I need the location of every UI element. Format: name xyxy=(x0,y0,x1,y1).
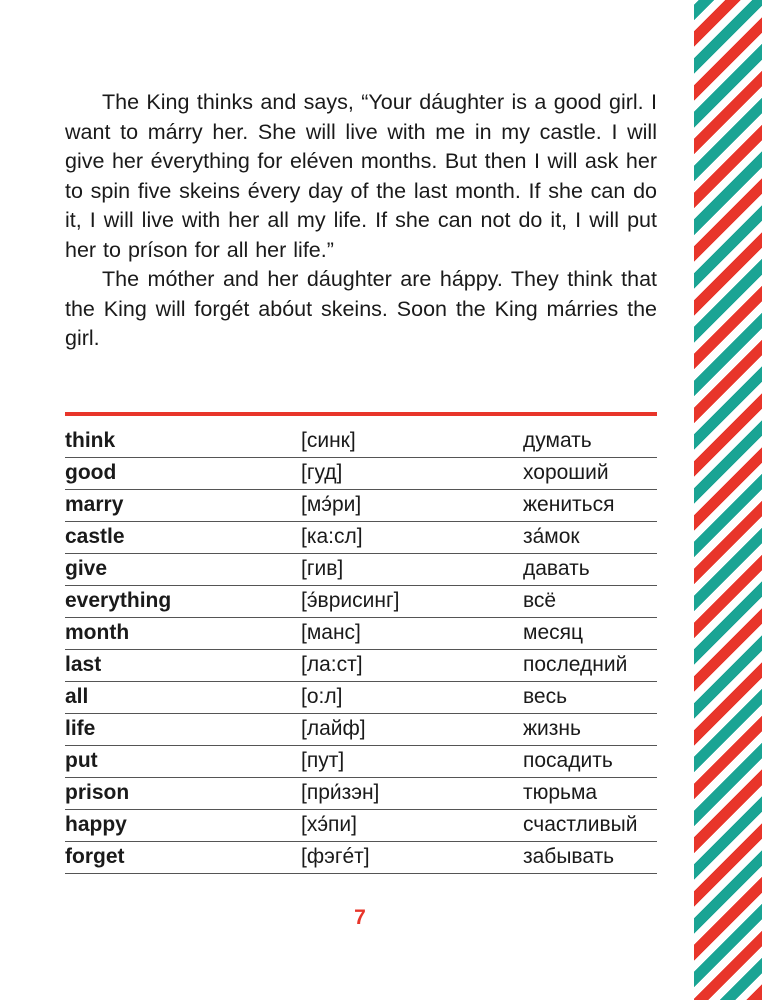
vocab-transcription: [гив] xyxy=(301,553,523,585)
vocab-transcription: [мэ́ри] xyxy=(301,489,523,521)
vocab-row xyxy=(65,809,657,841)
vocab-translation: давать xyxy=(523,553,657,585)
vocab-transcription: [лайф] xyxy=(301,713,523,745)
vocab-row xyxy=(65,681,657,713)
vocab-translation: месяц xyxy=(523,617,657,649)
vocab-word: all xyxy=(65,681,301,713)
vocab-translation: всё xyxy=(523,585,657,617)
page-number: 7 xyxy=(354,906,366,929)
vocab-transcription: [хэ́пи] xyxy=(301,809,523,841)
vocab-transcription: [ка:сл] xyxy=(301,521,523,553)
vocab-transcription: [манс] xyxy=(301,617,523,649)
vocab-row xyxy=(65,649,657,681)
vocab-translation: хороший xyxy=(523,457,657,489)
vocab-transcription: [синк] xyxy=(301,425,523,457)
vocab-word: put xyxy=(65,745,301,777)
vocab-row xyxy=(65,713,657,745)
vocab-transcription: [при́зэн] xyxy=(301,777,523,809)
decorative-stripe-border xyxy=(694,0,762,1000)
vocab-translation: последний xyxy=(523,649,657,681)
vocab-word: castle xyxy=(65,521,301,553)
vocab-word: prison xyxy=(65,777,301,809)
vocab-translation: за́мок xyxy=(523,521,657,553)
vocab-row xyxy=(65,425,657,457)
vocab-row xyxy=(65,777,657,809)
vocab-transcription: [э́врисинг] xyxy=(301,585,523,617)
vocab-translation: весь xyxy=(523,681,657,713)
vocab-row xyxy=(65,585,657,617)
vocab-translation: тюрьма xyxy=(523,777,657,809)
vocab-word: life xyxy=(65,713,301,745)
vocab-row xyxy=(65,521,657,553)
vocab-translation: забывать xyxy=(523,841,657,873)
vocab-transcription: [гуд] xyxy=(301,457,523,489)
vocab-translation: думать xyxy=(523,425,657,457)
vocab-translation: жениться xyxy=(523,489,657,521)
vocab-word: marry xyxy=(65,489,301,521)
story-paragraph-2: The móther and her dáughter are háppy. They think that the King will forgét abóut skeins. Soon the King márries the girl. xyxy=(65,267,657,350)
vocab-row xyxy=(65,489,657,521)
vocabulary-divider xyxy=(65,412,657,416)
vocab-row xyxy=(65,617,657,649)
vocab-word: give xyxy=(65,553,301,585)
vocab-transcription: [о:л] xyxy=(301,681,523,713)
vocab-translation: жизнь xyxy=(523,713,657,745)
vocab-word: happy xyxy=(65,809,301,841)
vocab-word: think xyxy=(65,425,301,457)
vocab-translation: счастливый xyxy=(523,809,657,841)
vocab-word: forget xyxy=(65,841,301,873)
story-text xyxy=(65,88,657,354)
vocab-transcription: [фэгéт] xyxy=(301,841,523,873)
vocab-word: good xyxy=(65,457,301,489)
vocab-word: last xyxy=(65,649,301,681)
vocabulary-table xyxy=(65,425,657,874)
vocab-row xyxy=(65,745,657,777)
vocab-word: everything xyxy=(65,585,301,617)
vocab-row xyxy=(65,457,657,489)
vocab-row xyxy=(65,841,657,873)
vocab-translation: посадить xyxy=(523,745,657,777)
vocab-transcription: [ла:ст] xyxy=(301,649,523,681)
vocab-word: month xyxy=(65,617,301,649)
vocab-row xyxy=(65,553,657,585)
vocab-transcription: [пут] xyxy=(301,745,523,777)
story-paragraph-1: The King thinks and says, “Your dáughter is a good girl. I want to márry her. She will live with me in my castle. I will give her éverything for eléven months. But then I will ask her to spin five skeins évery day of the last month. If she can do it, I will live with her all my life. If she can not do it, I will put her to príson for all her life.” xyxy=(65,90,657,262)
